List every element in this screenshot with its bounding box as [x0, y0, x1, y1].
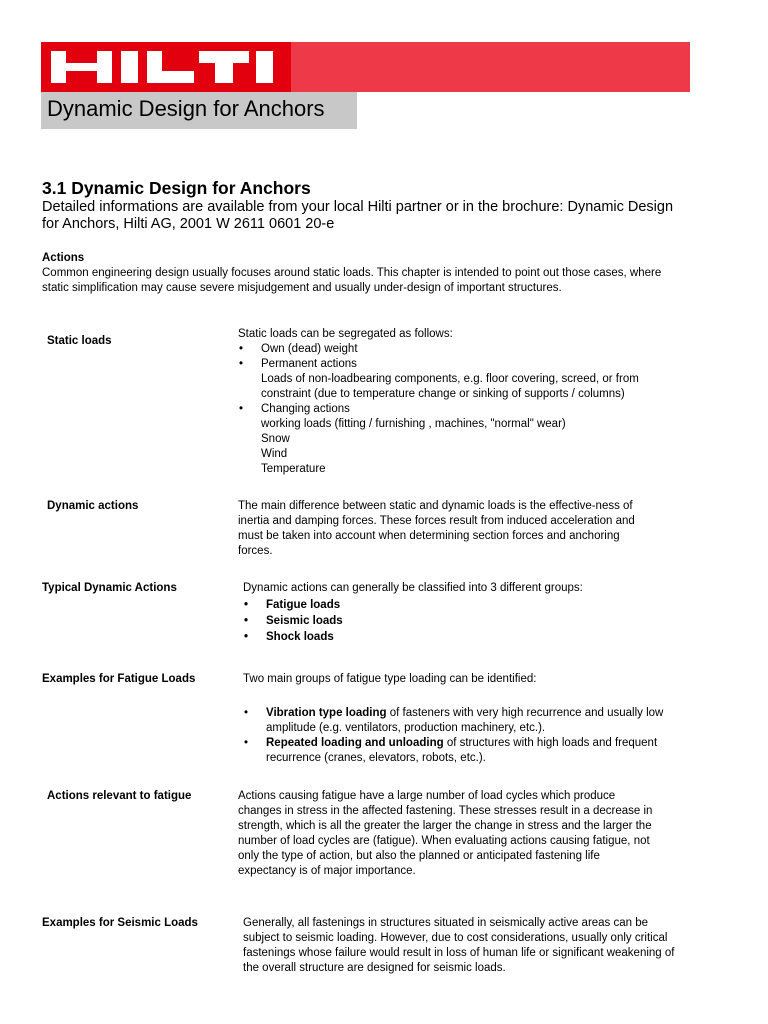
static-loads-content: [238, 327, 678, 477]
fatigue-examples-label: Examples for Fatigue Loads: [42, 673, 196, 685]
typical-intro: Dynamic actions can generally be classified into 3 different groups:: [243, 582, 583, 594]
list-item: • Seismic loads: [243, 613, 683, 629]
document-subtitle: Dynamic Design for Anchors: [47, 96, 325, 121]
section-intro: Detailed informations are available from your local Hilti partner or in the brochure: Dynamic Design for Anchors, Hilti AG, 2001 W 2611 0601 20-e: [42, 199, 674, 232]
list-item: • Vibration type loading of fasteners with very high recurrence and usually low amplitude (e.g. ventilators, production machinery, etc.).: [243, 706, 685, 736]
typical-list: [243, 597, 683, 645]
dynamic-actions-text: The main difference between static and dynamic loads is the effective-ness of inertia and damping forces. These forces result from induced acceleration and must be taken into account when determining section forces and anchoring forces.: [238, 500, 635, 557]
list-item: • Fatigue loads: [243, 597, 683, 613]
fatigue-examples-content: [243, 672, 685, 766]
fatigue-examples-list: [243, 706, 685, 766]
fatigue-actions-label: Actions relevant to fatigue: [47, 790, 192, 802]
hilti-logo-icon: [51, 51, 281, 83]
seismic-examples-text: Generally, all fastenings in structures situated in seismically active areas can be subject to seismic loading. However, due to cost considerations, usually only critical fastenings whose failure would result in loss of human life or significant weakening of the overall structure are designed for seismic loads.: [243, 917, 675, 974]
list-item: • Shock loads: [243, 629, 683, 645]
actions-heading: Actions: [42, 252, 85, 264]
fatigue-examples-intro: Two main groups of fatigue type loading can be identified:: [243, 673, 537, 685]
document-subtitle-box: [41, 92, 357, 129]
static-loads-label: Static loads: [47, 335, 112, 347]
fatigue-actions-text: Actions causing fatigue have a large number of load cycles which produce changes in stress in the affected fastening. These stresses result in a decrease in strength, which is all the greater the larger the change in stress and the larger the number of load cycles are (fatigue). When evaluating actions causing fatigue, not only the type of action, but also the planned or anticipated fastening life expectancy is of major importance.: [238, 790, 653, 877]
list-item: • Permanent actions Loads of non-loadbearing components, e.g. floor covering, screed, or from constraint (due to temperature change or sinking of supports / columns): [238, 357, 678, 402]
static-loads-list: [238, 342, 678, 477]
section-title: 3.1 Dynamic Design for Anchors: [42, 178, 311, 198]
dynamic-actions-label: Dynamic actions: [47, 500, 139, 512]
static-loads-intro: Static loads can be segregated as follows:: [238, 328, 453, 340]
actions-paragraph: Common engineering design usually focuses around static loads. This chapter is intended to point out those cases, where static simplification may cause severe misjudgement and usually under-design of important structures.: [42, 267, 662, 294]
typical-dynamic-actions-content: [243, 581, 683, 645]
list-item: • Repeated loading and unloading of structures with high loads and frequent recurrence (cranes, elevators, robots, etc.).: [243, 736, 685, 766]
list-item: • Changing actions working loads (fitting / furnishing , machines, "normal" wear) Snow Wind Temperature: [238, 402, 678, 477]
list-item: • Own (dead) weight: [238, 342, 678, 357]
brand-logo: [41, 42, 291, 92]
typical-dynamic-actions-label: Typical Dynamic Actions: [42, 582, 177, 594]
seismic-examples-label: Examples for Seismic Loads: [42, 917, 198, 929]
